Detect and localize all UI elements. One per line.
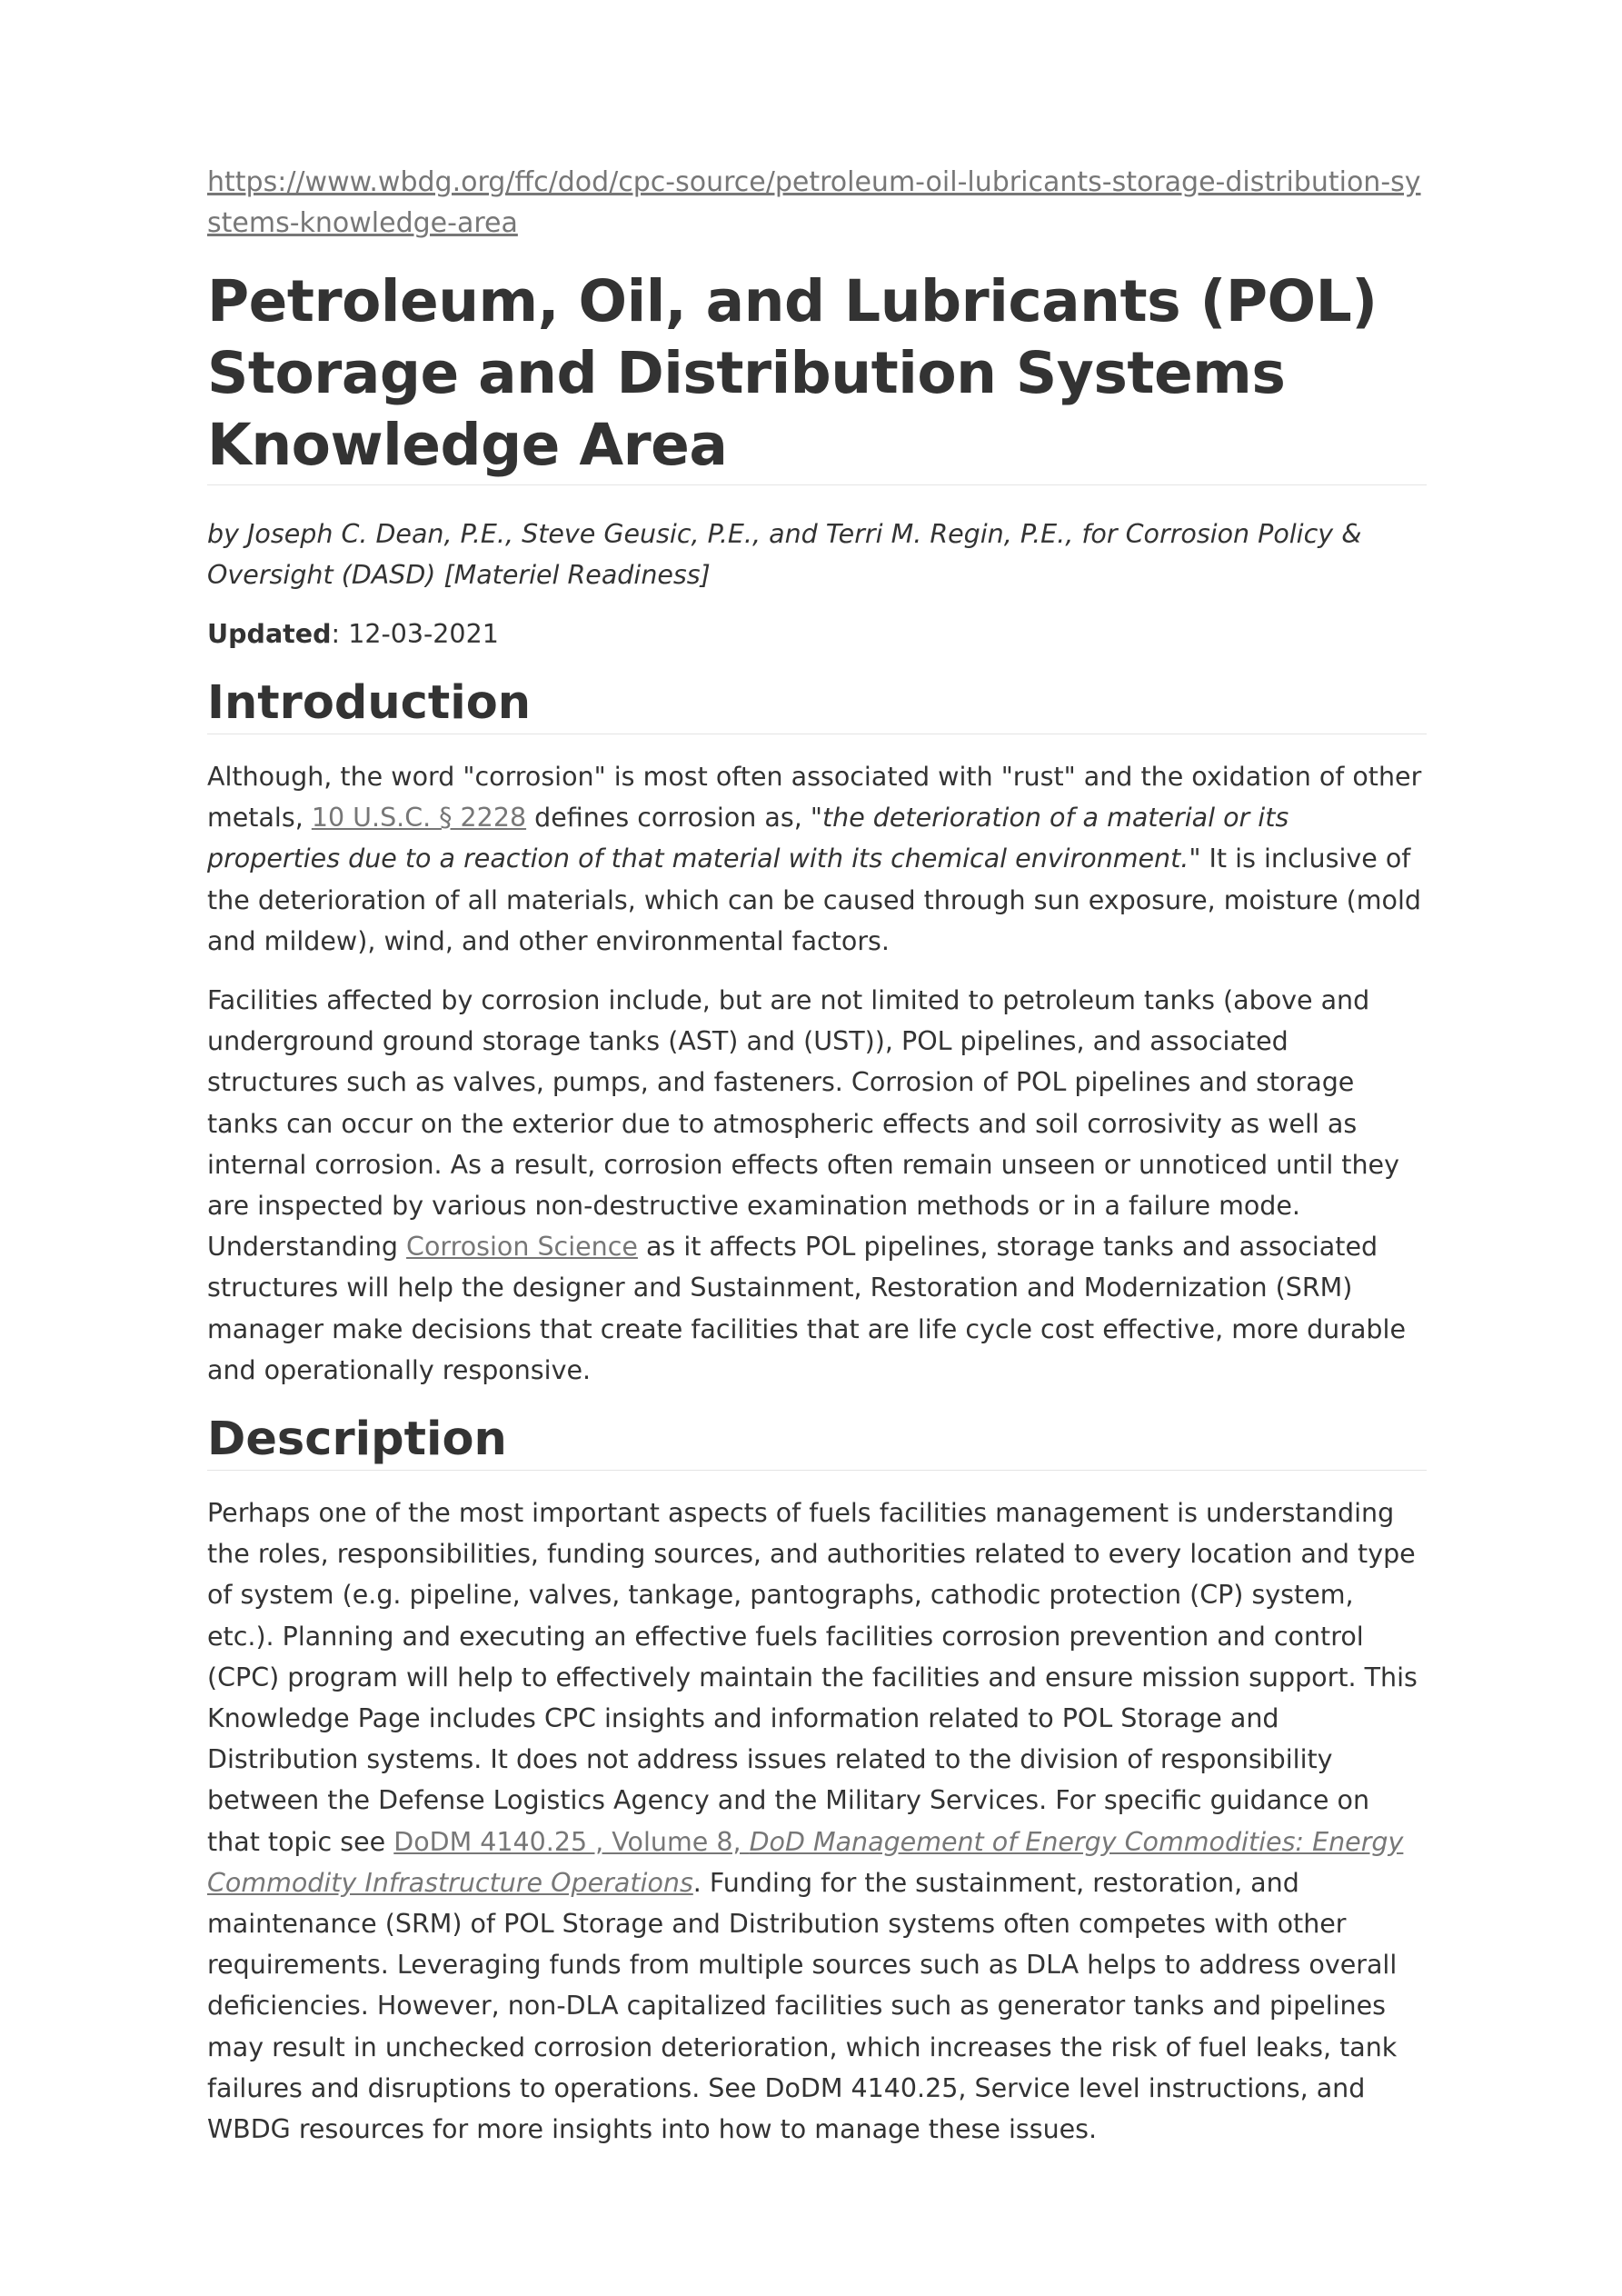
updated-date: 12-03-2021 [348, 619, 499, 649]
text-span: It is inclusive of the deterioration of all materials, which can be caused through sun exposure, moisture (mold and mildew), wind, and other environmental factors. [207, 844, 1422, 956]
document-page [207, 162, 1427, 2150]
updated-separator: : [331, 619, 349, 649]
description-heading: Description [207, 1411, 1427, 1471]
corrosion-science-link[interactable]: Corrosion Science [406, 1232, 638, 1263]
introduction-paragraph-1 [207, 756, 1427, 962]
usc-2228-link[interactable]: 10 U.S.C. § 2228 [311, 803, 527, 834]
page-title: Petroleum, Oil, and Lubricants (POL) Storage and Distribution Systems Knowledge Area [207, 265, 1427, 485]
text-span: defines corrosion as, [526, 803, 811, 834]
introduction-paragraph-2 [207, 980, 1427, 1391]
introduction-heading: Introduction [207, 674, 1427, 734]
byline: by Joseph C. Dean, P.E., Steve Geusic, P.E., and Terri M. Regin, P.E., for Corrosion Policy & Oversight (DASD) [Materiel Readiness] [207, 519, 1362, 590]
dodm-link-plain: DoDM 4140.25 , Volume 8, [393, 1826, 750, 1857]
text-span: as it affects POL pipelines, storage tanks and associated structures will help the designer and Sustainment, Restoration and Modernization (SRM) manager make decisions that create facilities that are life cycle cost effective, more durable and operationally responsive. [207, 1232, 1406, 1385]
corrosion-definition-quote: "the deterioration of a material or its properties due to a reaction of that material with its chemical environment." [207, 803, 1289, 874]
text-span: Although, the word "corrosion" is most often associated with "rust" and the oxidation of other metals, [207, 762, 1422, 834]
text-span: Facilities affected by corrosion include, but are not limited to petroleum tanks (above and underground ground storage tanks (AST) and (UST)), POL pipelines, and associated structures such as valves, pumps, and fasteners. Corrosion of POL pipelines and storage tanks can occur on the exterior due to atmospheric effects and soil corrosivity as well as internal corrosion. As a result, corrosion effects often remain unseen or unnoticed until they are inspected by various non-destructive examination methods or in a failure mode. Understanding [207, 985, 1399, 1263]
text-span: . Funding for the sustainment, restoration, and maintenance (SRM) of POL Storage and Distribution systems often competes with other requirements. Leveraging funds from multiple sources such as DLA helps to address overall deficiencies. However, non-DLA capitalized facilities such as generator tanks and pipelines may result in unchecked corrosion deterioration, which increases the risk of fuel leaks, tank failures and disruptions to operations. See DoDM 4140.25, Service level instructions, and WBDG resources for more insights into how to manage these issues. [207, 1867, 1398, 2145]
source-url-link[interactable]: https://www.wbdg.org/ffc/dod/cpc-source/petroleum-oil-lubricants-storage-distribution-systems-knowledge-area [207, 166, 1421, 239]
dodm-link-title: DoD Management of Energy Commodities: Energy Commodity Infrastructure Operations [207, 1826, 1404, 1898]
updated-line [207, 614, 1427, 654]
text-span: Perhaps one of the most important aspects of fuels facilities management is understanding the roles, responsibilities, funding sources, and authorities related to every location and type of system (e.g. pipeline, valves, tankage, pantographs, cathodic protection (CP) system, etc.). Planning and executing an effective fuels facilities corrosion prevention and control (CPC) program will help to effectively maintain the facilities and ensure mission support. This Knowledge Page includes CPC insights and information related to POL Storage and Distribution systems. It does not address issues related to the division of responsibility between the Defense Logistics Agency and the Military Services. For specific guidance on that topic see [207, 1498, 1418, 1857]
description-paragraph-1 [207, 1492, 1427, 2150]
updated-label: Updated [207, 619, 332, 649]
